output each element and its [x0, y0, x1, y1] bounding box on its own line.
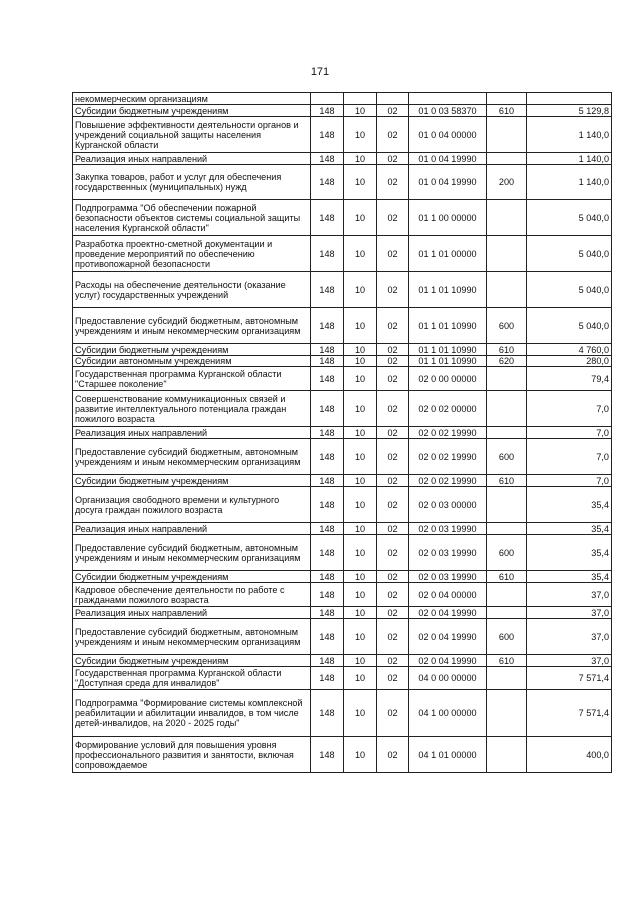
cell-name: Совершенствование коммуникационных связей и развитие интеллектуального потенциала граждан пожилого возраста [73, 391, 311, 427]
cell-name: Подпрограмма "Формирование системы комплексной реабилитации и абилитации инвалидов, в том числе детей-инвалидов, на 2020 - 2025 годы" [73, 690, 311, 737]
cell-pr: 02 [377, 105, 409, 117]
cell-name: Организация свободного времени и культурного досуга граждан пожилого возраста [73, 487, 311, 523]
cell-pr: 02 [377, 571, 409, 583]
table-row [73, 427, 612, 439]
cell-csr: 01 0 04 19990 [409, 153, 487, 165]
cell-gr: 148 [311, 619, 344, 655]
cell-name: Реализация иных направлений [73, 523, 311, 535]
cell-gr: 148 [311, 272, 344, 308]
cell-csr [409, 93, 487, 105]
budget-table [72, 92, 612, 773]
cell-pr: 02 [377, 344, 409, 356]
cell-vr: 600 [487, 439, 527, 475]
cell-gr [311, 93, 344, 105]
cell-gr: 148 [311, 523, 344, 535]
cell-name: Повышение эффективности деятельности органов и учреждений социальной защиты населения Курганской области [73, 117, 311, 153]
cell-csr: 01 1 01 10990 [409, 356, 487, 367]
cell-name: Реализация иных направлений [73, 153, 311, 165]
table-row [73, 93, 612, 105]
cell-pr: 02 [377, 607, 409, 619]
cell-vr: 600 [487, 308, 527, 344]
cell-name: Субсидии бюджетным учреждениям [73, 105, 311, 117]
cell-csr: 01 0 04 19990 [409, 165, 487, 200]
cell-name: Предоставление субсидий бюджетным, автономным учреждениям и иным некоммерческим организациям [73, 308, 311, 344]
cell-gr: 148 [311, 475, 344, 487]
table-row [73, 153, 612, 165]
cell-pr: 02 [377, 356, 409, 367]
cell-name: Предоставление субсидий бюджетным, автономным учреждениям и иным некоммерческим организациям [73, 439, 311, 475]
table-row [73, 308, 612, 344]
table-row [73, 105, 612, 117]
cell-csr: 02 0 03 19990 [409, 535, 487, 571]
cell-name: Расходы на обеспечение деятельности (оказание услуг) государственных учреждений [73, 272, 311, 308]
cell-pr: 02 [377, 583, 409, 607]
cell-vr [487, 367, 527, 391]
cell-rz: 10 [344, 153, 377, 165]
cell-csr: 01 1 01 10990 [409, 272, 487, 308]
cell-pr: 02 [377, 737, 409, 773]
cell-sum: 37,0 [527, 655, 612, 667]
cell-sum: 79,4 [527, 367, 612, 391]
cell-vr [487, 667, 527, 690]
cell-rz: 10 [344, 475, 377, 487]
cell-name: Предоставление субсидий бюджетным, автономным учреждениям и иным некоммерческим организациям [73, 619, 311, 655]
cell-gr: 148 [311, 200, 344, 236]
cell-rz: 10 [344, 690, 377, 737]
cell-pr: 02 [377, 200, 409, 236]
cell-csr: 01 1 01 10990 [409, 308, 487, 344]
cell-sum: 1 140,0 [527, 117, 612, 153]
table-row [73, 272, 612, 308]
cell-pr: 02 [377, 655, 409, 667]
table-row [73, 619, 612, 655]
cell-pr: 02 [377, 367, 409, 391]
cell-rz: 10 [344, 737, 377, 773]
cell-sum: 37,0 [527, 607, 612, 619]
cell-pr: 02 [377, 619, 409, 655]
cell-vr: 620 [487, 356, 527, 367]
cell-pr: 02 [377, 690, 409, 737]
cell-vr [487, 93, 527, 105]
cell-csr: 01 1 01 00000 [409, 236, 487, 272]
table-row [73, 475, 612, 487]
cell-rz: 10 [344, 619, 377, 655]
cell-pr: 02 [377, 165, 409, 200]
cell-name: Подпрограмма "Об обеспечении пожарной безопасности объектов системы социальной защиты населения Курганской области" [73, 200, 311, 236]
cell-vr: 610 [487, 105, 527, 117]
cell-sum: 37,0 [527, 583, 612, 607]
cell-name: Субсидии бюджетным учреждениям [73, 571, 311, 583]
cell-gr: 148 [311, 356, 344, 367]
page-number: 171 [310, 66, 330, 78]
cell-rz: 10 [344, 391, 377, 427]
cell-rz: 10 [344, 272, 377, 308]
cell-gr: 148 [311, 535, 344, 571]
cell-vr [487, 487, 527, 523]
cell-csr: 01 0 04 00000 [409, 117, 487, 153]
cell-csr: 01 1 01 10990 [409, 344, 487, 356]
cell-vr: 610 [487, 655, 527, 667]
cell-name: Разработка проектно-сметной документации и проведение мероприятий по обеспечению противопожарной безопасности [73, 236, 311, 272]
cell-vr [487, 607, 527, 619]
cell-pr: 02 [377, 475, 409, 487]
cell-gr: 148 [311, 487, 344, 523]
cell-gr: 148 [311, 607, 344, 619]
cell-sum: 5 040,0 [527, 308, 612, 344]
cell-name: Кадровое обеспечение деятельности по работе с гражданами пожилого возраста [73, 583, 311, 607]
cell-csr: 02 0 03 19990 [409, 571, 487, 583]
cell-sum [527, 93, 612, 105]
cell-pr: 02 [377, 308, 409, 344]
cell-gr: 148 [311, 571, 344, 583]
cell-name: некоммерческим организациям [73, 93, 311, 105]
cell-sum: 5 040,0 [527, 272, 612, 308]
cell-csr: 04 1 01 00000 [409, 737, 487, 773]
cell-pr: 02 [377, 117, 409, 153]
cell-pr: 02 [377, 272, 409, 308]
cell-name: Предоставление субсидий бюджетным, автономным учреждениям и иным некоммерческим организациям [73, 535, 311, 571]
cell-sum: 1 140,0 [527, 153, 612, 165]
cell-vr: 610 [487, 571, 527, 583]
cell-name: Субсидии бюджетным учреждениям [73, 475, 311, 487]
cell-rz: 10 [344, 117, 377, 153]
cell-vr [487, 236, 527, 272]
cell-vr [487, 200, 527, 236]
cell-vr [487, 523, 527, 535]
cell-csr: 02 0 04 19990 [409, 607, 487, 619]
cell-sum: 7,0 [527, 475, 612, 487]
table-row [73, 367, 612, 391]
cell-rz: 10 [344, 367, 377, 391]
cell-csr: 04 0 00 00000 [409, 667, 487, 690]
table-row [73, 439, 612, 475]
cell-csr: 02 0 04 00000 [409, 583, 487, 607]
cell-sum: 7,0 [527, 439, 612, 475]
cell-name: Закупка товаров, работ и услуг для обеспечения государственных (муниципальных) нужд [73, 165, 311, 200]
cell-name: Реализация иных направлений [73, 427, 311, 439]
cell-gr: 148 [311, 667, 344, 690]
cell-csr: 04 1 00 00000 [409, 690, 487, 737]
cell-gr: 148 [311, 439, 344, 475]
cell-vr [487, 427, 527, 439]
cell-sum: 37,0 [527, 619, 612, 655]
table-row [73, 655, 612, 667]
cell-name: Государственная программа Курганской области "Доступная среда для инвалидов" [73, 667, 311, 690]
cell-pr: 02 [377, 439, 409, 475]
table-row [73, 607, 612, 619]
cell-pr: 02 [377, 487, 409, 523]
cell-rz: 10 [344, 344, 377, 356]
cell-pr: 02 [377, 236, 409, 272]
cell-sum: 35,4 [527, 523, 612, 535]
cell-gr: 148 [311, 117, 344, 153]
cell-name: Субсидии бюджетным учреждениям [73, 655, 311, 667]
cell-sum: 1 140,0 [527, 165, 612, 200]
cell-pr: 02 [377, 667, 409, 690]
cell-pr [377, 93, 409, 105]
table-row [73, 690, 612, 737]
table-row [73, 523, 612, 535]
cell-csr: 02 0 02 19990 [409, 475, 487, 487]
table-row [73, 535, 612, 571]
cell-pr: 02 [377, 391, 409, 427]
cell-csr: 01 0 03 58370 [409, 105, 487, 117]
cell-csr: 02 0 02 19990 [409, 439, 487, 475]
cell-pr: 02 [377, 153, 409, 165]
cell-vr [487, 737, 527, 773]
cell-vr [487, 117, 527, 153]
cell-name: Формирование условий для повышения уровня профессионального развития и занятости, включая сопровождаемое [73, 737, 311, 773]
cell-vr [487, 272, 527, 308]
cell-vr [487, 690, 527, 737]
cell-sum: 7 571,4 [527, 667, 612, 690]
cell-gr: 148 [311, 367, 344, 391]
cell-vr: 610 [487, 344, 527, 356]
cell-csr: 02 0 02 00000 [409, 391, 487, 427]
cell-gr: 148 [311, 153, 344, 165]
cell-rz [344, 93, 377, 105]
table-row [73, 667, 612, 690]
cell-vr: 600 [487, 535, 527, 571]
cell-sum: 7 571,4 [527, 690, 612, 737]
cell-sum: 7,0 [527, 427, 612, 439]
cell-rz: 10 [344, 427, 377, 439]
cell-sum: 280,0 [527, 356, 612, 367]
cell-gr: 148 [311, 655, 344, 667]
cell-name: Государственная программа Курганской области "Старшее поколение" [73, 367, 311, 391]
cell-pr: 02 [377, 523, 409, 535]
cell-gr: 148 [311, 165, 344, 200]
cell-rz: 10 [344, 571, 377, 583]
cell-csr: 01 1 00 00000 [409, 200, 487, 236]
cell-vr: 600 [487, 619, 527, 655]
cell-gr: 148 [311, 583, 344, 607]
cell-rz: 10 [344, 655, 377, 667]
cell-gr: 148 [311, 308, 344, 344]
cell-sum: 5 129,8 [527, 105, 612, 117]
cell-gr: 148 [311, 344, 344, 356]
cell-sum: 5 040,0 [527, 236, 612, 272]
cell-rz: 10 [344, 105, 377, 117]
cell-csr: 02 0 04 19990 [409, 619, 487, 655]
cell-csr: 02 0 03 00000 [409, 487, 487, 523]
table-row [73, 236, 612, 272]
cell-rz: 10 [344, 667, 377, 690]
cell-gr: 148 [311, 427, 344, 439]
table-row [73, 117, 612, 153]
cell-rz: 10 [344, 165, 377, 200]
cell-sum: 5 040,0 [527, 200, 612, 236]
table-row [73, 571, 612, 583]
cell-gr: 148 [311, 690, 344, 737]
cell-sum: 35,4 [527, 571, 612, 583]
cell-rz: 10 [344, 200, 377, 236]
cell-rz: 10 [344, 308, 377, 344]
cell-vr [487, 583, 527, 607]
table-row [73, 391, 612, 427]
cell-rz: 10 [344, 583, 377, 607]
cell-gr: 148 [311, 391, 344, 427]
cell-csr: 02 0 00 00000 [409, 367, 487, 391]
cell-vr: 610 [487, 475, 527, 487]
cell-gr: 148 [311, 236, 344, 272]
cell-gr: 148 [311, 105, 344, 117]
cell-name: Субсидии автономным учреждениям [73, 356, 311, 367]
table-row [73, 737, 612, 773]
cell-name: Субсидии бюджетным учреждениям [73, 344, 311, 356]
cell-pr: 02 [377, 427, 409, 439]
table-row [73, 200, 612, 236]
cell-sum: 400,0 [527, 737, 612, 773]
table-row [73, 344, 612, 356]
table-row [73, 165, 612, 200]
table-row [73, 356, 612, 367]
table-row [73, 583, 612, 607]
cell-rz: 10 [344, 487, 377, 523]
cell-rz: 10 [344, 523, 377, 535]
cell-pr: 02 [377, 535, 409, 571]
budget-table-body [73, 93, 612, 773]
cell-sum: 35,4 [527, 487, 612, 523]
cell-csr: 02 0 03 19990 [409, 523, 487, 535]
cell-vr: 200 [487, 165, 527, 200]
cell-sum: 7,0 [527, 391, 612, 427]
cell-gr: 148 [311, 737, 344, 773]
cell-sum: 4 760,0 [527, 344, 612, 356]
cell-vr [487, 153, 527, 165]
cell-rz: 10 [344, 607, 377, 619]
cell-vr [487, 391, 527, 427]
cell-rz: 10 [344, 439, 377, 475]
cell-csr: 02 0 02 19990 [409, 427, 487, 439]
cell-name: Реализация иных направлений [73, 607, 311, 619]
table-row [73, 487, 612, 523]
cell-rz: 10 [344, 535, 377, 571]
cell-csr: 02 0 04 19990 [409, 655, 487, 667]
cell-sum: 35,4 [527, 535, 612, 571]
cell-rz: 10 [344, 356, 377, 367]
cell-rz: 10 [344, 236, 377, 272]
